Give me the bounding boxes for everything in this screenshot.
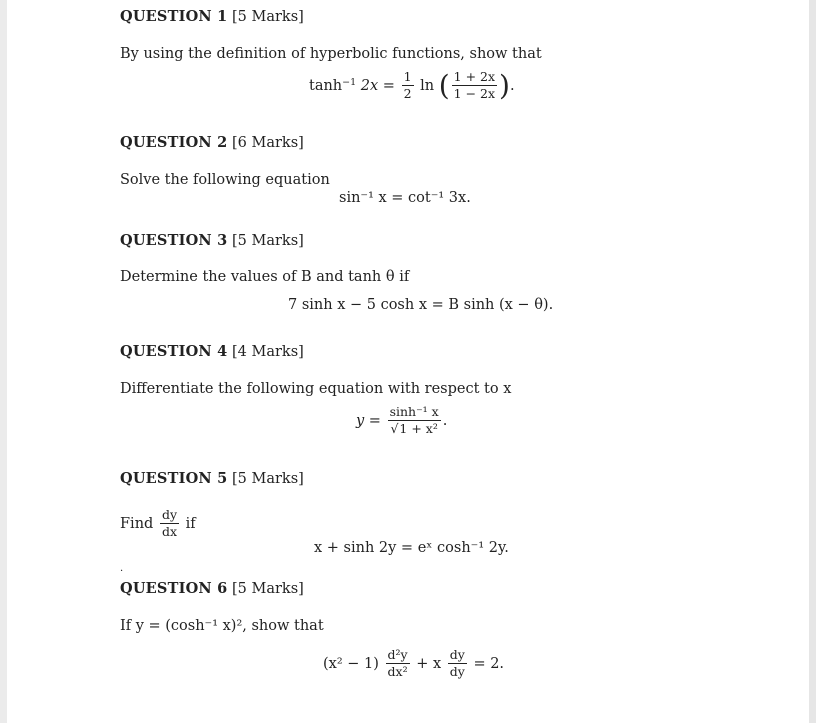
eq4-denominator: √1 + x² bbox=[390, 421, 438, 437]
right-scroll-gutter bbox=[809, 0, 816, 723]
eq4-lhs: y = bbox=[356, 412, 381, 429]
question-2-equation: sin⁻¹ x = cot⁻¹ 3x. bbox=[339, 190, 471, 206]
eq1-inner-num: 1 + 2x bbox=[452, 70, 497, 86]
eq1-left-paren: ( bbox=[438, 68, 450, 102]
question-4-title: QUESTION 4 bbox=[120, 343, 228, 360]
question-6-title: QUESTION 6 bbox=[120, 580, 228, 597]
eq4-numerator: sinh⁻¹ x bbox=[388, 405, 441, 421]
eq6-left: (x² − 1) bbox=[323, 655, 379, 672]
eq4-fraction bbox=[388, 405, 441, 437]
question-1-title: QUESTION 1 bbox=[120, 8, 228, 25]
eq6-plus-x: + x bbox=[416, 655, 442, 672]
question-5-marks: [5 Marks] bbox=[232, 471, 304, 487]
eq1-half-den: 2 bbox=[403, 86, 412, 102]
eq4-period: . bbox=[442, 412, 448, 429]
question-3-heading bbox=[120, 232, 304, 249]
eq1-inverse: −1 bbox=[342, 76, 357, 88]
question-1-heading bbox=[120, 8, 304, 25]
eq1-tanh: tanh bbox=[309, 77, 343, 94]
question-6-text: If y = (cosh⁻¹ x)², show that bbox=[120, 618, 324, 634]
question-5-text bbox=[120, 508, 196, 540]
stray-dot: · bbox=[120, 566, 124, 577]
question-4-equation bbox=[356, 405, 447, 437]
question-4-marks: [4 Marks] bbox=[232, 344, 304, 360]
eq1-half-fraction bbox=[402, 70, 414, 102]
eq1-right-paren: ) bbox=[499, 68, 510, 102]
eq1-inner-fraction bbox=[452, 70, 497, 102]
question-1-text: By using the definition of hyperbolic functions, show that bbox=[120, 46, 542, 62]
question-2-text: Solve the following equation bbox=[120, 172, 330, 188]
eq1-inner-den: 1 − 2x bbox=[453, 86, 496, 102]
q5-dy: dy bbox=[160, 508, 179, 524]
question-1-marks: [5 Marks] bbox=[232, 9, 304, 25]
eq6-end: = 2. bbox=[473, 655, 505, 672]
eq1-period: . bbox=[509, 77, 515, 94]
eq1-half-num: 1 bbox=[402, 70, 414, 86]
question-5-equation: x + sinh 2y = eˣ cosh⁻¹ 2y. bbox=[314, 540, 509, 556]
question-3-equation: 7 sinh x − 5 cosh x = B sinh (x − θ). bbox=[288, 297, 554, 313]
question-6-heading bbox=[120, 580, 304, 597]
eq6-dy-den: dy bbox=[449, 664, 465, 680]
question-3-text: Determine the values of B and tanh θ if bbox=[120, 269, 410, 285]
eq1-arg: 2x bbox=[360, 77, 379, 94]
eq6-dx2: dx² bbox=[387, 664, 408, 680]
eq6-d2y: d²y bbox=[386, 648, 410, 664]
eq1-ln: ln bbox=[420, 77, 435, 94]
question-6-equation bbox=[323, 648, 504, 680]
left-scroll-gutter bbox=[0, 0, 7, 723]
question-6-marks: [5 Marks] bbox=[232, 581, 304, 597]
question-5-title: QUESTION 5 bbox=[120, 470, 228, 487]
question-3-title: QUESTION 3 bbox=[120, 232, 228, 249]
q5-dx: dx bbox=[161, 524, 177, 540]
question-1-equation bbox=[309, 70, 515, 102]
q5-derivative-fraction bbox=[160, 508, 179, 540]
question-2-title: QUESTION 2 bbox=[120, 134, 228, 151]
q5-find: Find bbox=[120, 515, 154, 532]
question-4-heading bbox=[120, 343, 304, 360]
q5-if: if bbox=[185, 515, 196, 532]
eq4-sqrt-body: 1 + x² bbox=[399, 421, 438, 437]
question-3-marks: [5 Marks] bbox=[232, 233, 304, 249]
eq6-dy-num: dy bbox=[448, 648, 467, 664]
question-5-heading bbox=[120, 470, 304, 487]
question-4-text: Differentiate the following equation with respect to x bbox=[120, 381, 512, 397]
question-2-marks: [6 Marks] bbox=[232, 135, 304, 151]
question-2-heading bbox=[120, 134, 304, 151]
eq6-first-derivative bbox=[448, 648, 467, 680]
eq6-second-derivative bbox=[386, 648, 410, 680]
eq1-equals: = bbox=[382, 77, 395, 94]
